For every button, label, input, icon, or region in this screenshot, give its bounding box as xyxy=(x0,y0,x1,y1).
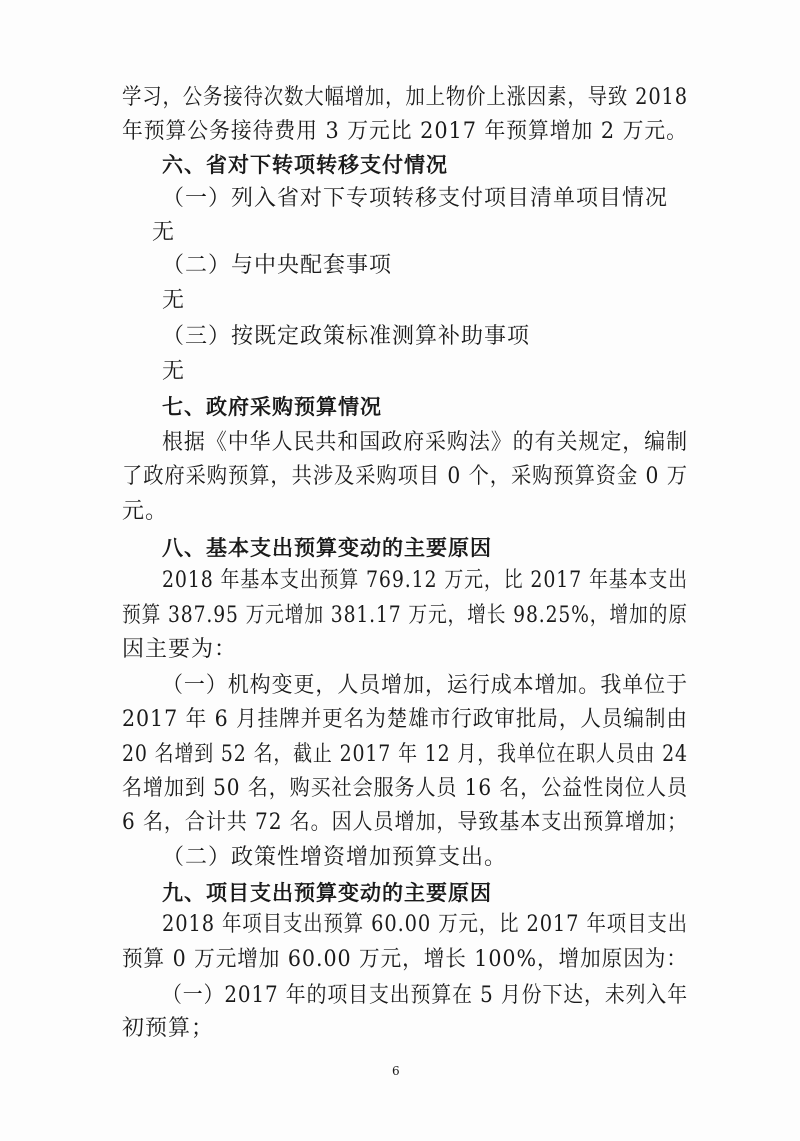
text-line: 6 名，合计共 72 名。因人员增加，导致基本支出预算增加； xyxy=(122,810,688,835)
subsection-heading: （一）列入省对下专项转移支付项目清单项目情况 xyxy=(162,186,669,211)
text-line: 预算 0 万元增加 60.00 万元，增长 100%，增加原因为： xyxy=(122,947,688,972)
section-heading-8: 八、基本支出预算变动的主要原因 xyxy=(162,536,492,560)
text-line: 20 名增到 52 名，截止 2017 年 12 月，我单位在职人员由 24 xyxy=(122,742,688,767)
text-line: 初预算； xyxy=(122,1016,215,1041)
text-line: 2017 年 6 月挂牌并更名为楚雄市行政审批局，人员编制由 xyxy=(122,707,688,732)
text-line: 根据《中华人民共和国政府采购法》的有关规定，编制 xyxy=(162,430,689,455)
text-line: 2018 年基本支出预算 769.12 万元，比 2017 年基本支出 xyxy=(162,568,688,593)
text-line: （一）机构变更，人员增加，运行成本增加。我单位于 xyxy=(162,673,689,698)
text-line-2: 年预算公务接待费用 3 万元比 2017 年预算增加 2 万元。 xyxy=(122,119,688,144)
text-line: 因主要为： xyxy=(122,637,238,662)
text-line: 元。 xyxy=(122,499,169,524)
section-heading-9: 九、项目支出预算变动的主要原因 xyxy=(162,881,492,905)
section-heading-7: 七、政府采购预算情况 xyxy=(162,395,382,419)
section-heading-6: 六、省对下转项转移支付情况 xyxy=(162,153,448,177)
text-line-none: 无 xyxy=(152,220,176,245)
text-line: 名增加到 50 名，购买社会服务人员 16 名，公益性岗位人员 xyxy=(122,776,688,801)
text-line: 预算 387.95 万元增加 381.17 万元，增长 98.25%，增加的原 xyxy=(122,603,688,628)
text-line-none: 无 xyxy=(162,288,186,313)
text-line-1: 学习，公务接待次数大幅增加，加上物价上涨因素，导致 2018 xyxy=(122,85,688,110)
text-line-none: 无 xyxy=(162,359,186,384)
subsection-heading: （三）按既定政策标准测算补助事项 xyxy=(162,324,531,349)
text-line: （一）2017 年的项目支出预算在 5 月份下达，未列入年 xyxy=(162,983,688,1008)
text-line: 2018 年项目支出预算 60.00 万元，比 2017 年项目支出 xyxy=(162,912,688,937)
text-line: （二）政策性增资增加预算支出。 xyxy=(162,845,508,870)
text-line: 了政府采购预算，共涉及采购项目 0 个，采购预算资金 0 万 xyxy=(122,464,688,489)
subsection-heading: （二）与中央配套事项 xyxy=(162,253,393,278)
page-number: 6 xyxy=(392,1064,400,1078)
